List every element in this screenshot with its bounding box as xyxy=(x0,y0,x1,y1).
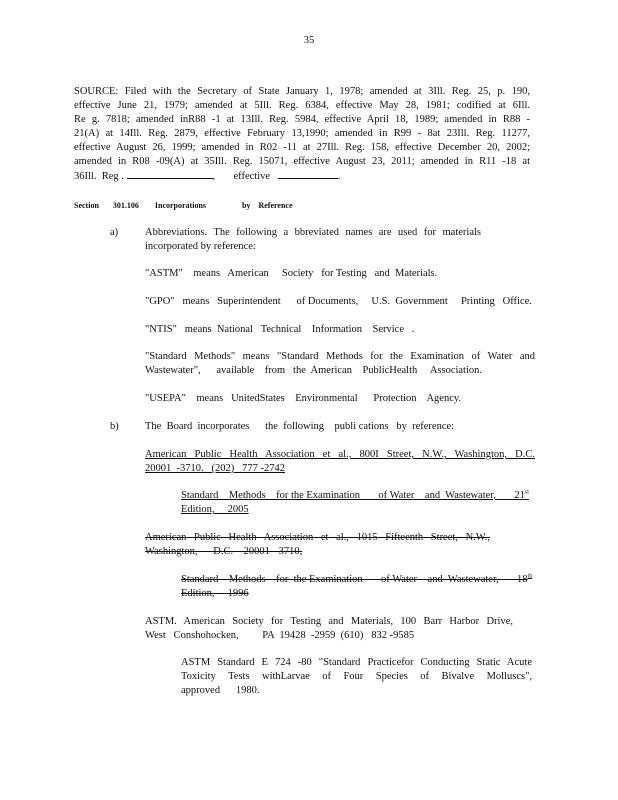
e724-line: ASTM Standard E 724 -80 "Standard Practicefor Conducting Static Acute xyxy=(181,657,532,668)
abbrev-ntis: "NTIS" means National Technical Information Service . xyxy=(145,324,415,335)
astm-line: ASTM. American Society for Testing and Materials, 100 Barr Harbor Drive, xyxy=(145,616,513,627)
astm-line: West Conshohocken, PA 19428 -2959 (610) 832 -9585 xyxy=(145,630,415,641)
std21-line: Edition, 2005 xyxy=(181,504,249,515)
section-number: 301.106 xyxy=(112,201,139,210)
std18-line xyxy=(181,573,533,587)
intro-line: incorporated by reference: xyxy=(145,241,256,252)
astm-e724 xyxy=(181,656,532,698)
std18-line: Edition, 1996 xyxy=(181,588,249,599)
item-a-intro xyxy=(145,226,481,254)
astm-address xyxy=(145,615,513,643)
apha-old-address xyxy=(145,531,490,559)
source-line: effective June 21, 1979; amended at 5Ill. Reg. 6384, effective May 28, 1981; codified at 6Ill. xyxy=(74,100,530,111)
section-reference: Reference xyxy=(258,201,293,210)
apha-new-line: American Public Health Association et al., 800I Street, N.W., Washington, D.C. xyxy=(145,449,535,460)
apha-old-line: American Public Health Association et al., 1015 Fifteenth Street, N.W., xyxy=(145,532,490,543)
source-line: SOURCE: Filed with the Secretary of State January 1, 1978; amended at 3Ill. Reg. 25, p. 190, xyxy=(74,86,530,97)
item-a-marker: a) xyxy=(110,227,119,238)
source-line: amended in R08 -09(A) at 35Ill. Reg. 15071, effective August 23, 2011; amended in R11 -18 at xyxy=(74,156,530,167)
std-line: "Standard Methods" means "Standard Methods for the Examination of Water and xyxy=(145,351,535,362)
std21-sup: st xyxy=(524,489,529,496)
source-line: 21(A) at 14Ill. Reg. 2879, effective February 13,1990; amended in R99 - 8at 23Ill. Reg. 11277, xyxy=(74,128,530,139)
intro-line: Abbreviations. The following a bbreviated names are used for materials xyxy=(145,227,481,238)
std-methods-18th xyxy=(181,573,533,601)
abbrev-astm: "ASTM" means American Society for Testing and Materials. xyxy=(145,268,438,279)
abbrev-usepa: "USEPA" means UnitedStates Environmental Protection Agency. xyxy=(145,393,462,404)
e724-line: Toxicity Tests withLarvae of Four Species of Bivalve Molluscs", xyxy=(181,671,532,682)
std18-text: Standard Methods for the Examination of Water and Wastewater, 18 xyxy=(181,574,528,585)
item-b-marker: b) xyxy=(110,421,119,432)
std18-sup: th xyxy=(527,573,533,580)
source-line: Re g. 7818; amended inR88 -1 at 13Ill. Reg. 5984, effective April 18, 1989; amended in R88 - xyxy=(74,114,530,125)
source-reg-prefix: 36Ill. Reg . xyxy=(74,171,124,182)
section-label: Section xyxy=(74,201,99,210)
abbrev-standard-methods xyxy=(145,350,535,378)
source-paragraph xyxy=(74,85,530,184)
source-line: effective August 26, 1999; amended in R02 -11 at 27Ill. Reg. 158, effective December 20, 2002; xyxy=(74,142,530,153)
page-number: 35 xyxy=(303,35,315,46)
apha-new-address xyxy=(145,448,535,476)
apha-old-line: Washington, D.C. 20001 -3710, xyxy=(145,546,303,557)
source-effective: effective xyxy=(233,171,271,182)
effective-blank xyxy=(278,169,338,179)
std21-line xyxy=(181,489,529,503)
abbrev-gpo: "GPO" means Superintendent of Documents, U.S. Government Printing Office. xyxy=(145,296,532,307)
std-line: Wastewater", available from the American PublicHealth Association. xyxy=(145,365,483,376)
e724-line: approved 1980. xyxy=(181,685,260,696)
apha-new-line: 20001 -3710. (202) 777 -2742 xyxy=(145,463,285,474)
section-heading xyxy=(74,201,293,210)
std21-text: Standard Methods for the Examination of Water and Wastewater, 21 xyxy=(181,490,525,501)
section-by: by xyxy=(242,201,251,210)
source-last-line: 36Ill. Reg . , effective . xyxy=(74,171,341,182)
section-title: Incorporations xyxy=(154,201,207,210)
reg-blank xyxy=(127,169,213,179)
item-b-intro: The Board incorporates the following publi cations by reference: xyxy=(145,421,455,432)
std-methods-21st xyxy=(181,489,529,517)
